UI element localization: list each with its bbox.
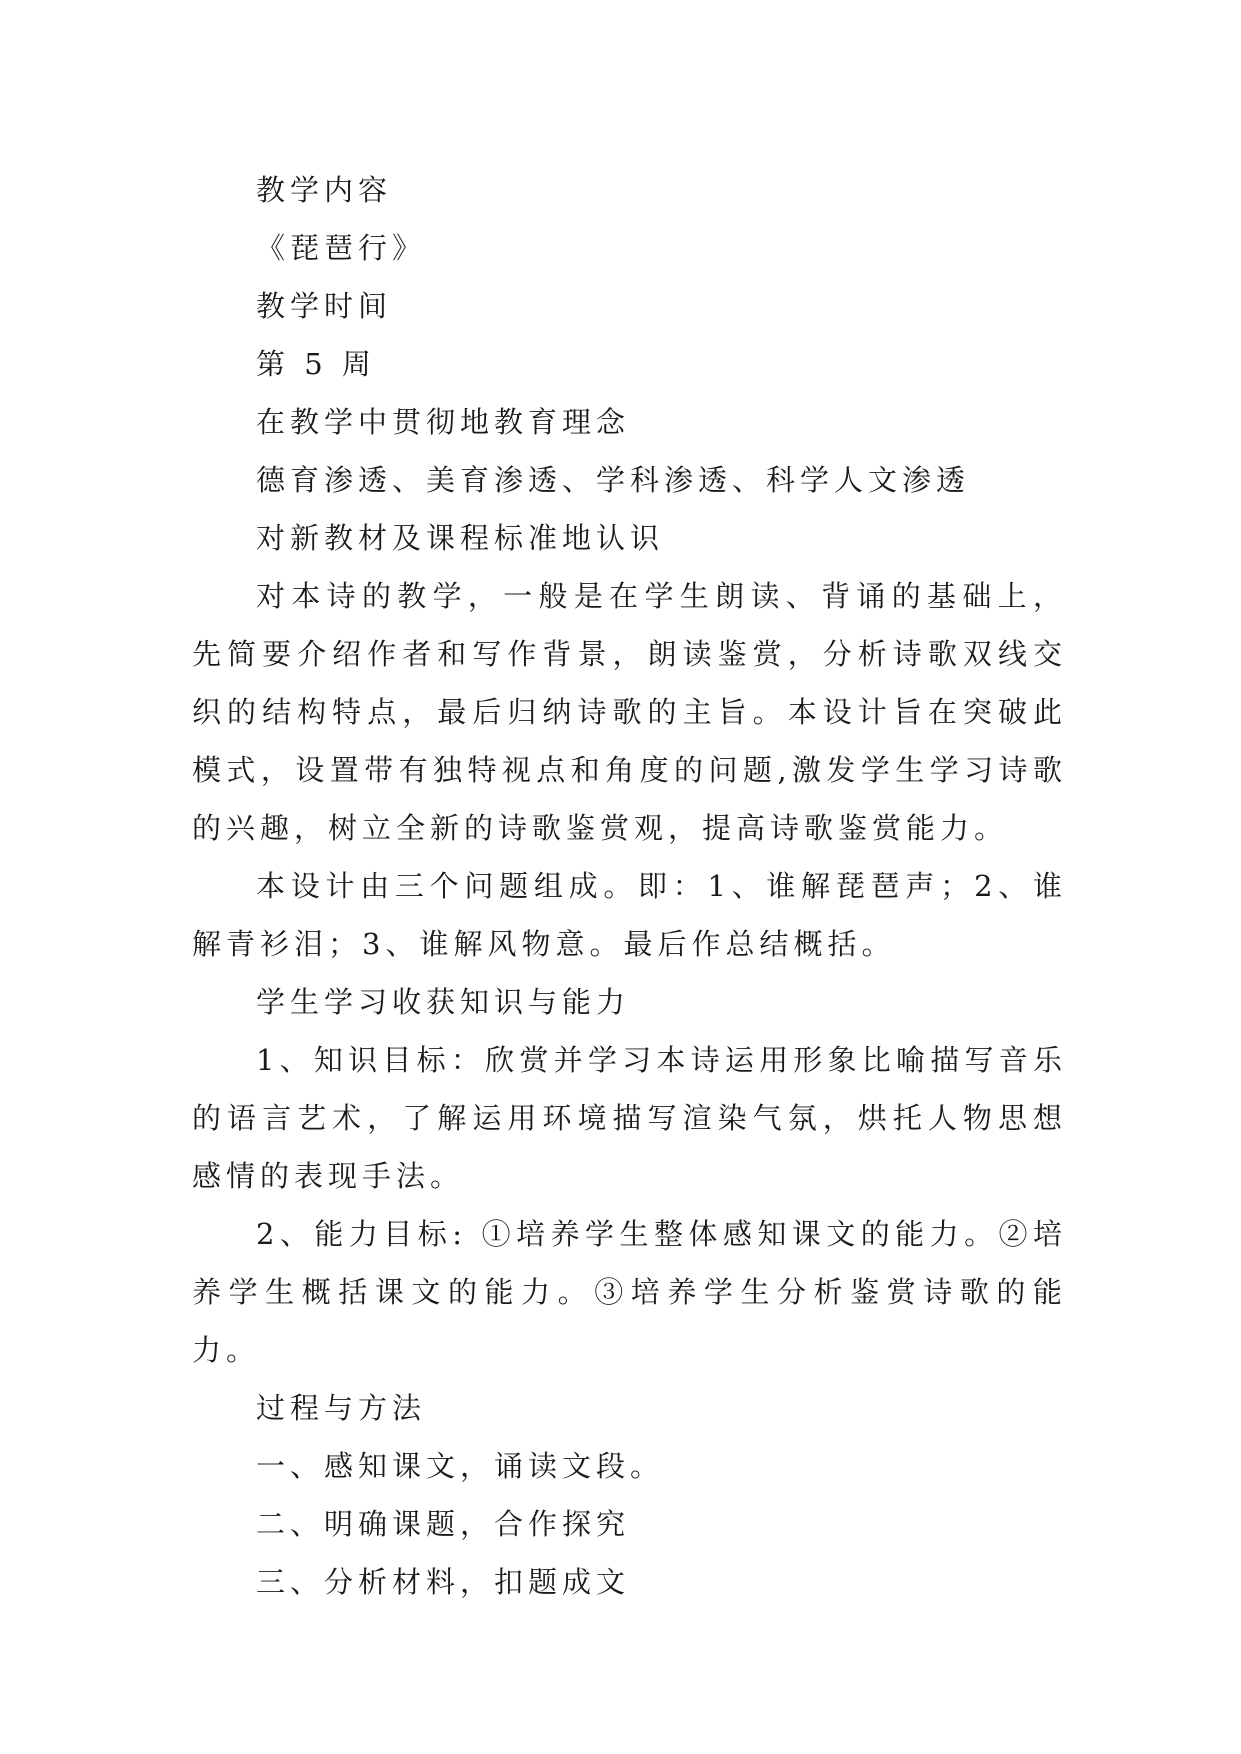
teaching-content-value: 《琵琶行》	[256, 231, 427, 265]
teaching-time-value: 第 5 周	[256, 347, 376, 381]
curriculum-paragraph-2: 本设计由三个问题组成。即：1、谁解琵琶声；2、谁解青衫泪；3、谁解风物意。最后作总结概括。	[192, 869, 1067, 961]
teaching-content-label: 教学内容	[256, 173, 393, 207]
education-concept-label: 在教学中贯彻地教育理念	[256, 405, 631, 439]
education-concept-value: 德育渗透、美育渗透、学科渗透、科学人文渗透	[256, 463, 971, 497]
curriculum-paragraph-1: 对本诗的教学，一般是在学生朗读、背诵的基础上，先简要介绍作者和写作背景，朗读鉴赏，分析诗歌双线交织的结构特点，最后归纳诗歌的主旨。本设计旨在突破此模式，设置带有独特视点和角度的问题,激发学生学习诗歌的兴趣，树立全新的诗歌鉴赏观，提高诗歌鉴赏能力。	[192, 579, 1067, 845]
knowledge-goal: 1、知识目标：欣赏并学习本诗运用形象比喻描写音乐的语言艺术，了解运用环境描写渲染气氛，烘托人物思想感情的表现手法。	[192, 1043, 1067, 1193]
process-step: 一、感知课文，诵读文段。	[256, 1449, 665, 1483]
curriculum-label: 对新教材及课程标准地认识	[256, 521, 665, 555]
process-step: 二、明确课题，合作探究	[256, 1507, 631, 1541]
process-label: 过程与方法	[256, 1391, 427, 1425]
document-body	[192, 161, 1067, 1611]
ability-goal: 2、能力目标: ①培养学生整体感知课文的能力。②培养学生概括课文的能力。③培养学生分析鉴赏诗歌的能力。	[192, 1217, 1067, 1367]
teaching-time-label: 教学时间	[256, 289, 393, 323]
process-step: 三、分析材料，扣题成文	[256, 1565, 631, 1599]
gains-label: 学生学习收获知识与能力	[256, 985, 631, 1019]
